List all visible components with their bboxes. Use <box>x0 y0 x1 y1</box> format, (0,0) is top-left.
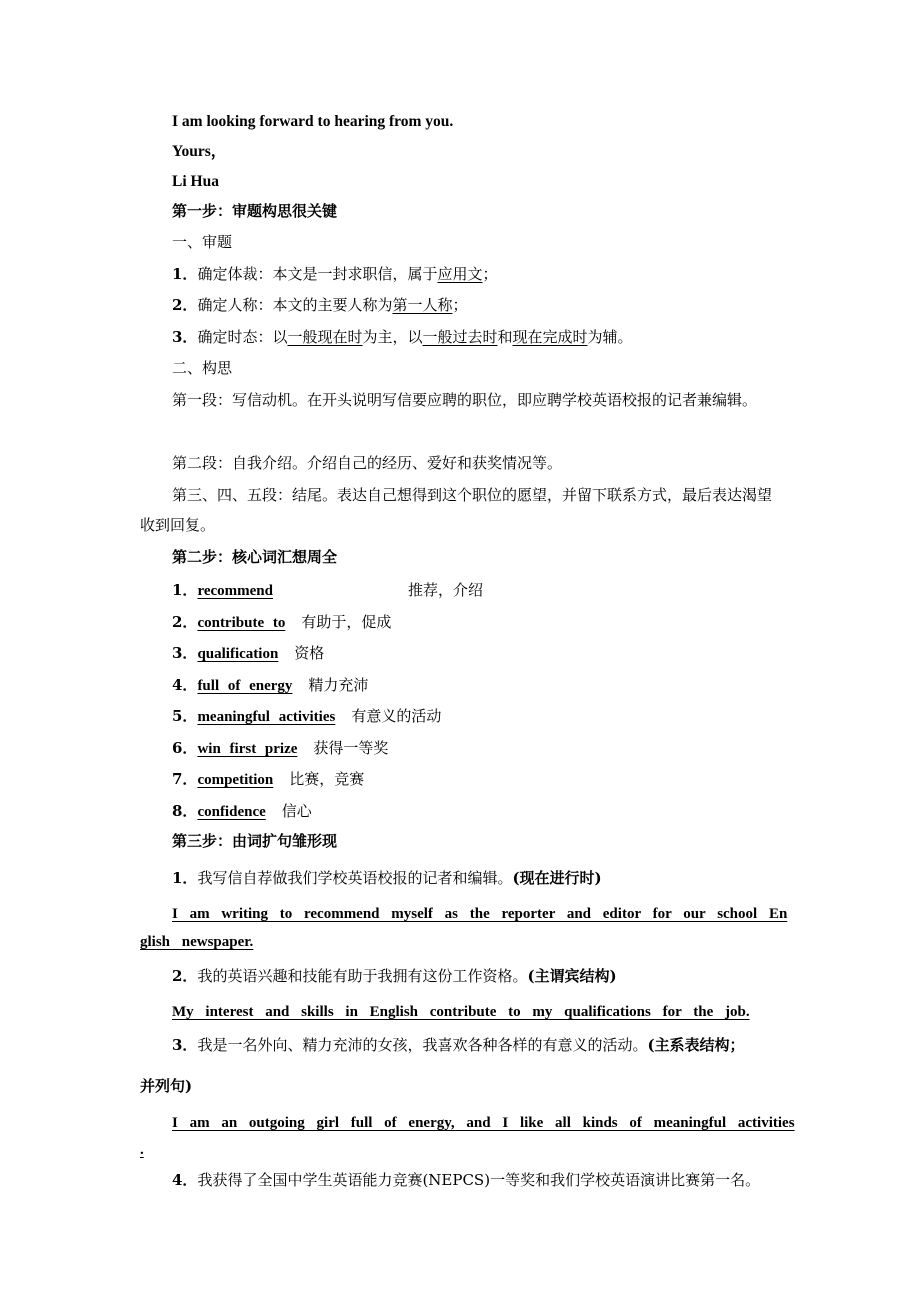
item-number: 3． <box>172 328 198 346</box>
sentence-number: 3． <box>172 1036 198 1054</box>
sentence-prompt-2 <box>172 966 617 986</box>
sentence-answer-1b: glish newspaper. <box>140 934 254 950</box>
sentence-chinese: 我获得了全国中学生英语能力竞赛(NEPCS)一等奖和我们学校英语演讲比赛第一名。 <box>197 1171 761 1189</box>
item-text: 为辅。 <box>587 328 633 346</box>
vocabulary-item <box>172 612 391 633</box>
vocabulary-chinese: 比赛，竞赛 <box>289 770 365 788</box>
grammar-tag: (现在进行时) <box>512 869 602 887</box>
sentence-number: 4． <box>172 1171 198 1189</box>
item-text: 为主，以 <box>362 328 423 346</box>
vocabulary-item <box>172 643 324 664</box>
vocabulary-english: confidence <box>197 804 266 820</box>
grammar-tag: (主谓宾结构) <box>527 967 617 985</box>
sentence-answer-2: My interest and skills in English contribute to my qualifications for the job. <box>172 1004 750 1020</box>
sentence-number: 1． <box>172 869 198 887</box>
plan-paragraph-2: 第二段：自我介绍。介绍自己的经历、爱好和获奖情况等。 <box>172 454 563 472</box>
vocabulary-chinese: 信心 <box>281 802 312 820</box>
vocabulary-item <box>172 801 312 822</box>
step1-sub-review: 一、审题 <box>172 233 233 251</box>
vocabulary-number: 1． <box>172 581 198 599</box>
vocabulary-number: 5． <box>172 707 198 725</box>
sentence-prompt-1 <box>172 868 602 888</box>
grammar-tag: (主系表结构； <box>647 1036 745 1054</box>
step1-heading: 第一步：审题构思很关键 <box>172 202 338 220</box>
sentence-answer-1a: I am writing to recommend myself as the reporter and editor for our school En <box>172 906 788 922</box>
vocabulary-item <box>172 580 484 601</box>
vocabulary-english: qualification <box>197 646 279 662</box>
vocabulary-item <box>172 738 388 759</box>
vocabulary-chinese: 获得一等奖 <box>313 739 389 757</box>
vocabulary-item <box>172 675 368 696</box>
item-answer: 第一人称 <box>392 296 453 314</box>
item-punct: ； <box>482 265 498 283</box>
vocabulary-chinese: 有意义的活动 <box>351 707 442 725</box>
closing-signature: Li Hua <box>172 173 219 190</box>
vocabulary-chinese: 资格 <box>294 644 325 662</box>
item-number: 1． <box>172 265 198 283</box>
plan-paragraph-3: 第三、四、五段：结尾。表达自己想得到这个职位的愿望，并留下联系方式，最后表达渴望收到回复。 <box>140 486 773 534</box>
vocabulary-english: competition <box>197 772 274 788</box>
vocabulary-number: 3． <box>172 644 198 662</box>
item-punct: ； <box>452 296 468 314</box>
vocabulary-number: 7． <box>172 770 198 788</box>
vocabulary-chinese: 精力充沛 <box>308 676 369 694</box>
plan-paragraph-1: 第一段：写信动机。在开头说明写信要应聘的职位，即应聘学校英语校报的记者兼编辑。 <box>172 391 758 409</box>
item-answer: 一般现在时 <box>287 328 363 346</box>
vocabulary-number: 6． <box>172 739 198 757</box>
vocabulary-english: meaningful activities <box>197 709 336 725</box>
vocabulary-english: full of energy <box>197 678 293 694</box>
vocabulary-number: 2． <box>172 613 198 631</box>
item-answer: 一般过去时 <box>422 328 498 346</box>
review-item-tense <box>172 327 633 347</box>
sentence-chinese: 我写信自荐做我们学校英语校报的记者和编辑。 <box>197 869 513 887</box>
sentence-chinese: 我的英语兴趣和技能有助于我拥有这份工作资格。 <box>197 967 528 985</box>
item-text: 确定时态：以 <box>197 328 288 346</box>
item-number: 2． <box>172 296 198 314</box>
grammar-tag-continued: 并列句) <box>140 1077 193 1095</box>
sentence-answer-3b: . <box>140 1142 144 1158</box>
step2-heading: 第二步：核心词汇想周全 <box>172 548 338 566</box>
vocabulary-number: 8． <box>172 802 198 820</box>
sentence-chinese: 我是一名外向、精力充沛的女孩，我喜欢各种各样的有意义的活动。 <box>197 1036 648 1054</box>
item-text: 确定体裁：本文是一封求职信，属于 <box>197 265 438 283</box>
item-text: 确定人称：本文的主要人称为 <box>197 296 393 314</box>
step1-sub-plan: 二、构思 <box>172 359 233 377</box>
review-item-person <box>172 295 467 315</box>
vocabulary-item <box>172 706 441 727</box>
item-answer: 现在完成时 <box>512 328 588 346</box>
item-answer: 应用文 <box>437 265 483 283</box>
vocabulary-item <box>172 769 364 790</box>
vocabulary-english: win first prize <box>197 741 298 757</box>
vocabulary-number: 4． <box>172 676 198 694</box>
step3-heading: 第三步：由词扩句雏形现 <box>172 832 338 850</box>
vocabulary-chinese: 推荐，介绍 <box>408 581 484 599</box>
closing-yours: Yours， <box>172 143 227 160</box>
sentence-prompt-4 <box>172 1170 760 1190</box>
vocabulary-english: contribute to <box>197 615 286 631</box>
sentence-number: 2． <box>172 967 198 985</box>
closing-line: I am looking forward to hearing from you. <box>172 113 454 130</box>
vocabulary-english: recommend <box>197 583 273 599</box>
review-item-genre <box>172 264 497 284</box>
sentence-answer-3a: I am an outgoing girl full of energy, and I like all kinds of meaningful activities <box>172 1115 795 1131</box>
sentence-prompt-3 <box>172 1035 745 1055</box>
item-text: 和 <box>497 328 513 346</box>
vocabulary-chinese: 有助于，促成 <box>301 613 392 631</box>
